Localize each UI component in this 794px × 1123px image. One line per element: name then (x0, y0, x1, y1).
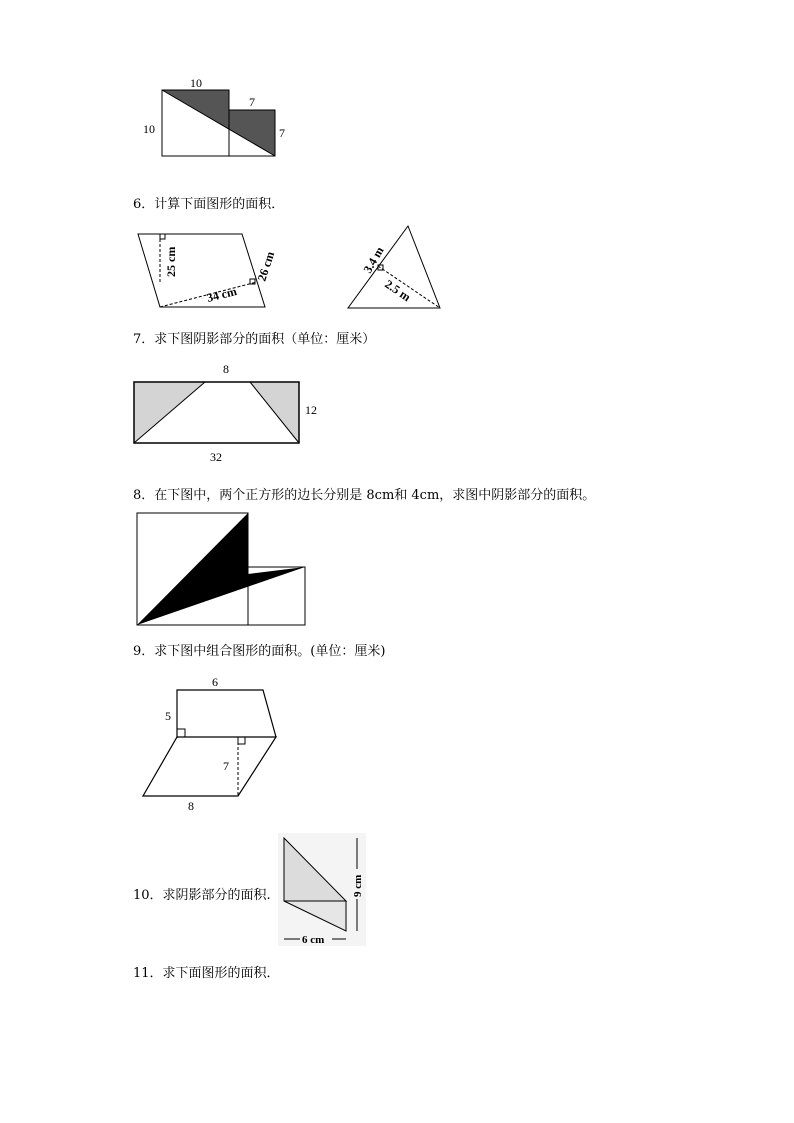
question-6: 6．计算下面图形的面积． (133, 197, 285, 212)
label-height: 25 cm (164, 246, 178, 277)
label-top: 8 (223, 362, 229, 376)
label-bottom-8: 8 (188, 799, 194, 813)
label-big-top: 10 (190, 76, 202, 90)
right-angle-mark-5 (238, 737, 245, 744)
upper-trapezoid (177, 690, 276, 738)
figure-two-squares-black (130, 508, 310, 628)
label-small-top: 7 (249, 95, 255, 109)
question-11: 11．求下面图形的面积． (133, 966, 280, 981)
label-big-side: 10 (143, 122, 155, 136)
right-angle-mark-4 (177, 729, 185, 737)
label-small-side: 7 (279, 126, 285, 140)
question-9: 9．求下图中组合图形的面积。(单位：厘米) (133, 644, 386, 659)
question-7: 7．求下图阴影部分的面积（单位：厘米） (133, 332, 376, 347)
label-top-6: 6 (212, 675, 218, 689)
label-width: 6 cm (302, 934, 325, 946)
label-bottom: 32 (210, 450, 222, 464)
question-8: 8．在下图中，两个正方形的边长分别是 8cm和 4cm，求图中阴影部分的面积。 (133, 488, 596, 503)
figure-parallelogram (130, 222, 290, 317)
figure-combined-shape (135, 673, 295, 818)
figure-two-squares (130, 70, 310, 170)
label-triangle-height: 2.5 m (382, 276, 414, 305)
label-base: 34 cm (205, 283, 239, 305)
figure-shaded-triangle (278, 833, 368, 948)
label-left-5: 5 (165, 709, 171, 723)
label-height-9: 9 cm (352, 874, 364, 897)
lower-parallelogram (143, 737, 276, 796)
label-side: 26 cm (254, 249, 278, 283)
question-10: 10．求阴影部分的面积. (133, 888, 271, 903)
label-side: 12 (305, 403, 317, 417)
figure-triangle (340, 222, 450, 317)
label-height-7: 7 (223, 759, 229, 773)
label-triangle-side: 3.4 m (360, 244, 387, 276)
right-angle-mark (160, 234, 165, 239)
figure-rectangle-trapezoid (125, 360, 335, 470)
black-shaded-region (137, 513, 305, 625)
